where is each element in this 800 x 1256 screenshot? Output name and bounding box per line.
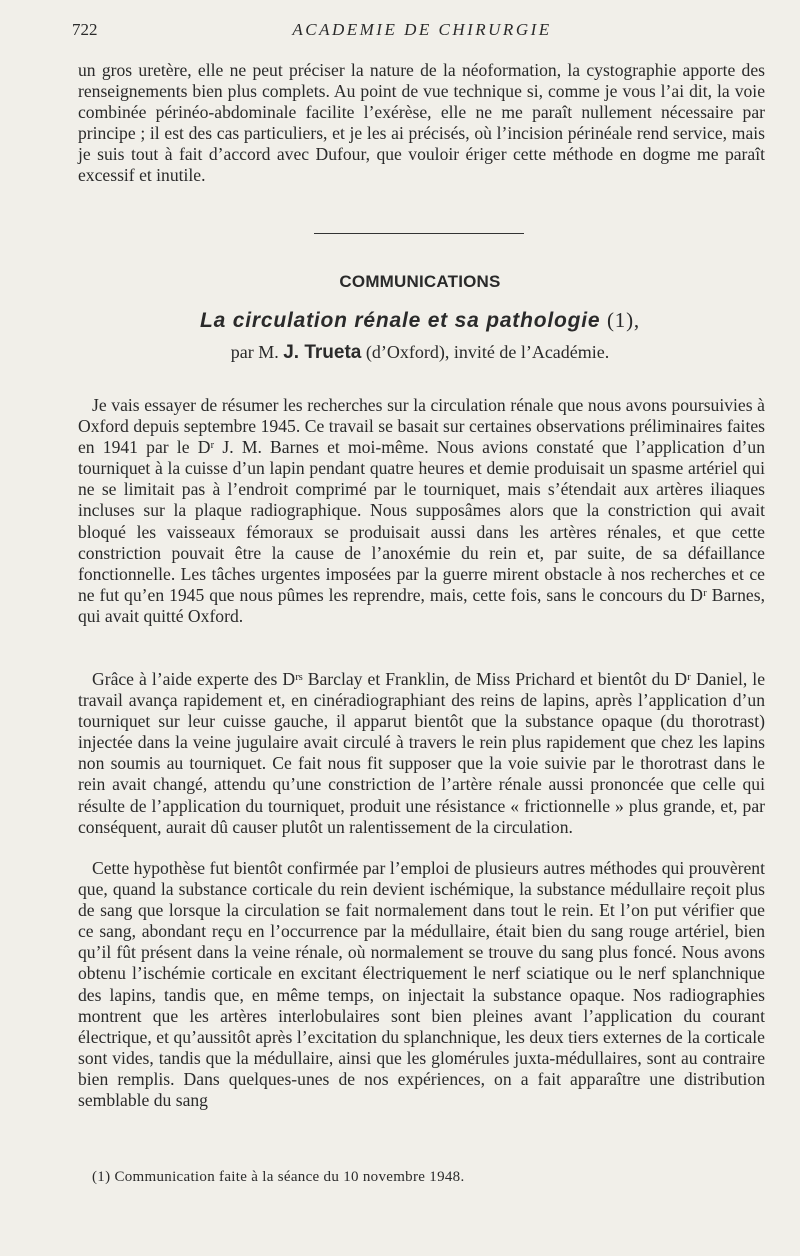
body-paragraph-2: Grâce à l’aide experte des Dʳˢ Barclay et Franklin, de Miss Prichard et bientôt du Dʳ Daniel, le travail avança rapidement et, en cinéradiographiant des reins de lapins, après l’application d’un tourniquet sur leur cuisse gauche, il apparut bientôt que la substance opaque (du thorotrast) injectée dans la veine jugulaire avait circulé à travers le rein plus rapidement que chez les lapins non soumis au tourniquet. Ce fait nous fit supposer que la voie suivie par le thorotrast dans le rein avait changé, attendu qu’une constriction de l’artère rénale aussi prononcée que celle qui résulte de l’application du tourniquet, produit une résistance « frictionnelle » plus grande, et, par conséquent, aurait dû causer plutôt un ralentissement de la circulation. xyxy=(78,669,765,837)
byline-suffix: (d’Oxford), invité de l’Académie. xyxy=(365,342,610,362)
page-header xyxy=(72,20,772,44)
intro-paragraph: un gros uretère, elle ne peut préciser la nature de la néoformation, la cystographie apporte des renseignements bien plus complets. Au point de vue technique si, comme je vous l’ai dit, la voie combinée périnéo-abdominale facilite l’exérèse, elle ne me paraît nullement nécessaire par principe ; il est des cas particuliers, et je les ai précisés, où l’incision périnéale rend service, mais je suis tout à fait d’accord avec Dufour, que vouloir ériger cette méthode en dogme me paraît excessif et inutile. xyxy=(78,60,765,186)
running-title: ACADEMIE DE CHIRURGIE xyxy=(292,20,552,39)
author-name: J. Trueta xyxy=(283,342,362,363)
article-title-text: La circulation rénale et sa pathologie xyxy=(200,309,601,332)
section-divider xyxy=(314,233,524,234)
body-paragraph-3: Cette hypothèse fut bientôt confirmée par l’emploi de plusieurs autres méthodes qui prouvèrent que, quand la substance corticale du rein devient ischémique, la substance médullaire reçoit plus de sang que lorsque la circulation se fait normalement dans tout le rein. Et l’on put vérifier que ce sang, abondant reçu en l’occurrence par la médullaire, était bien du sang rouge artériel, bien qu’il fût présent dans la veine rénale, où normalement se trouve du sang plus foncé. Nous avons obtenu l’ischémie corticale en excitant électriquement le nerf sciatique ou le nerf splanchnique des lapins, tandis que, en même temps, on injectait la substance opaque. Nos radiographies montrent que les artères interlobulaires sont bien pleines avant l’application du courant électrique, et qu’aussitôt après l’excitation du splanchnique, les deux tiers externes de la corticale sont vides, tandis que la médullaire, ainsi que les glomérules juxta-médullaires, sont au contraire bien remplis. Dans quelques-unes de nos expériences, on a fait apparaître une distribution semblable du sang xyxy=(78,858,765,1111)
section-heading: COMMUNICATIONS xyxy=(339,272,501,291)
byline-prefix: par M. xyxy=(230,342,279,362)
body-paragraph-1: Je vais essayer de résumer les recherches sur la circulation rénale que nous avons poursuivies à Oxford depuis septembre 1945. Ce travail se basait sur certaines observations préliminaires faites en 1941 par le Dʳ J. M. Barnes et moi-même. Nous avions constaté que l’application d’un tourniquet à la cuisse d’un lapin pendant quatre heures et demie produisait un spasme artériel qui ne se limitait pas à l’endroit comprimé par le tourniquet, mais s’étendait aux artères iliaques incluses sur la plaque radiographique. Nous supposâmes alors que la constriction qui avait bloqué les vaisseaux fémoraux se produisait aussi dans les artères rénales, et que cette constriction pouvait être la cause de l’anoxémie du rein et, par suite, de sa défaillance fonctionnelle. Les tâches urgentes imposées par la guerre mirent obstacle à nos recherches et ce ne fut qu’en 1945 que nous pûmes les reprendre, mais, cette fois, sans le concours du Dʳ Barnes, qui avait quitté Oxford. xyxy=(78,395,765,626)
article-title xyxy=(0,308,800,333)
footnote-reference: (1), xyxy=(607,308,640,332)
footnote: (1) Communication faite à la séance du 10 novembre 1948. xyxy=(92,1169,465,1185)
byline xyxy=(0,342,800,364)
page-number: 722 xyxy=(72,20,98,39)
